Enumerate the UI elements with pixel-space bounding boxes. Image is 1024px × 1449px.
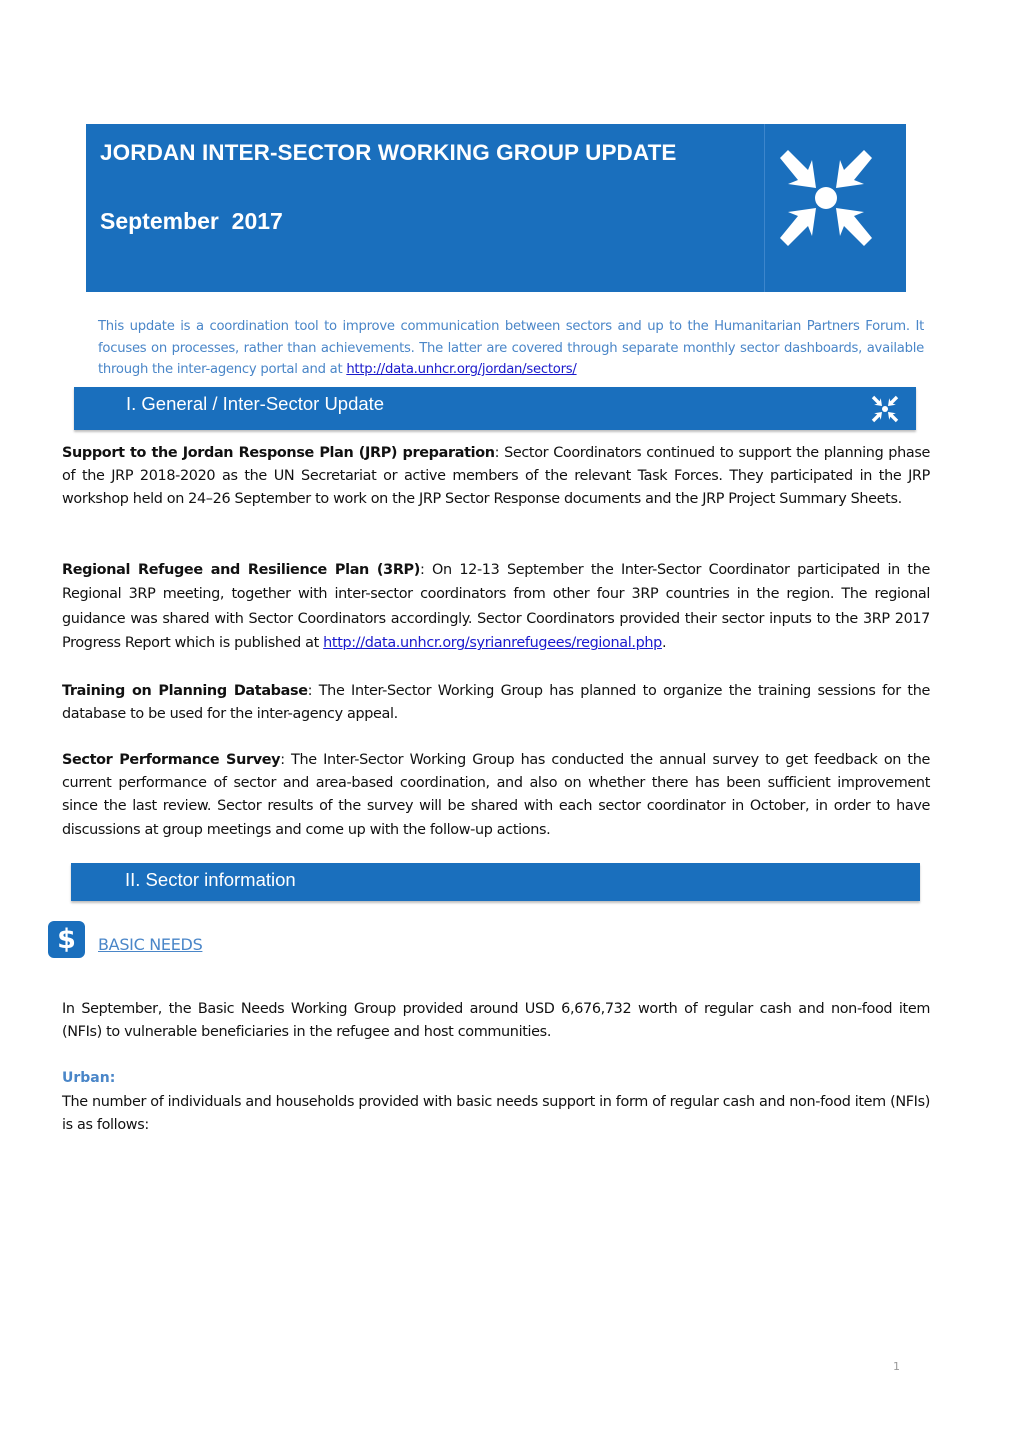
sectors-portal-link[interactable]: http://data.unhcr.org/jordan/sectors/	[346, 362, 577, 377]
page-number: 1	[893, 1360, 900, 1373]
survey-lead: Sector Performance Survey	[62, 752, 281, 768]
3rp-lead: Regional Refugee and Resilience Plan (3RP)	[62, 562, 420, 578]
section-general-title: I. General / Inter-Sector Update	[126, 393, 385, 414]
section-sector-heading	[71, 863, 920, 901]
training-lead: Training on Planning Database	[62, 683, 308, 699]
section-general-heading	[74, 387, 916, 430]
regional-report-link[interactable]: http://data.unhcr.org/syrianrefugees/regional.php	[323, 635, 662, 652]
basic-needs-title[interactable]: BASIC NEEDS	[98, 935, 203, 954]
survey-paragraph	[62, 749, 930, 842]
dollar-icon: $	[48, 921, 85, 958]
coordination-arrows-icon	[776, 148, 876, 248]
jrp-text: : Sector Coordinators continued to support the planning phase of the JRP 2018-2020 as the UN Secretariat or active members of the relevant Task Forces. They participated in the JRP workshop held on 24–26 September to work on the JRP Sector Response documents and the JRP Project Summary Sheets.	[62, 445, 930, 508]
basic-needs-summary: In September, the Basic Needs Working Group provided around USD 6,676,732 worth of regular cash and non-food item (NFIs) to vulnerable beneficiaries in the refugee and host communities.	[62, 1001, 930, 1041]
document-title: JORDAN INTER-SECTOR WORKING GROUP UPDATE	[100, 140, 677, 165]
survey-text: : The Inter-Sector Working Group has conducted the annual survey to get feedback on the current performance of sector and area-based coordination, and also on whether there has been sufficient improvement since the last review. Sector results of the survey will be shared with each sector coordinator in October, in order to have discussions at group meetings and come up with the follow-up actions.	[62, 752, 930, 838]
urban-label: Urban:	[62, 1070, 116, 1086]
intro-paragraph	[98, 316, 924, 381]
jrp-paragraph	[62, 442, 930, 512]
training-paragraph	[62, 680, 930, 726]
urban-text: The number of individuals and households provided with basic needs support in form of regular cash and non-food item (NFIs) is as follows:	[62, 1094, 930, 1134]
banner-divider	[764, 124, 765, 292]
3rp-text: : On 12-13 September the Inter-Sector Coordinator participated in the Regional 3RP meeting, together with inter-sector coordinators from other four 3RP countries in the region. The regional guidance was shared with Sector Coordinators accordingly. Sector Coordinators provided their sector inputs to the 3RP 2017 Progress Report which is published at	[62, 562, 930, 652]
training-text: : The Inter-Sector Working Group has planned to organize the training sessions for the database to be used for the inter-agency appeal.	[62, 683, 930, 723]
intro-text: This update is a coordination tool to improve communication between sectors and up to the Humanitarian Partners Forum. It focuses on processes, rather than achievements. The latter are covered through separate monthly sector dashboards, available through the inter-agency portal and at	[98, 319, 924, 377]
jrp-lead: Support to the Jordan Response Plan (JRP) preparation	[62, 445, 495, 461]
section-sector-title: II. Sector information	[125, 869, 296, 890]
document-date: September 2017	[100, 208, 283, 234]
header-banner	[86, 124, 906, 292]
coordination-arrows-icon	[870, 394, 900, 424]
3rp-after: .	[661, 635, 667, 652]
3rp-paragraph	[62, 558, 930, 656]
